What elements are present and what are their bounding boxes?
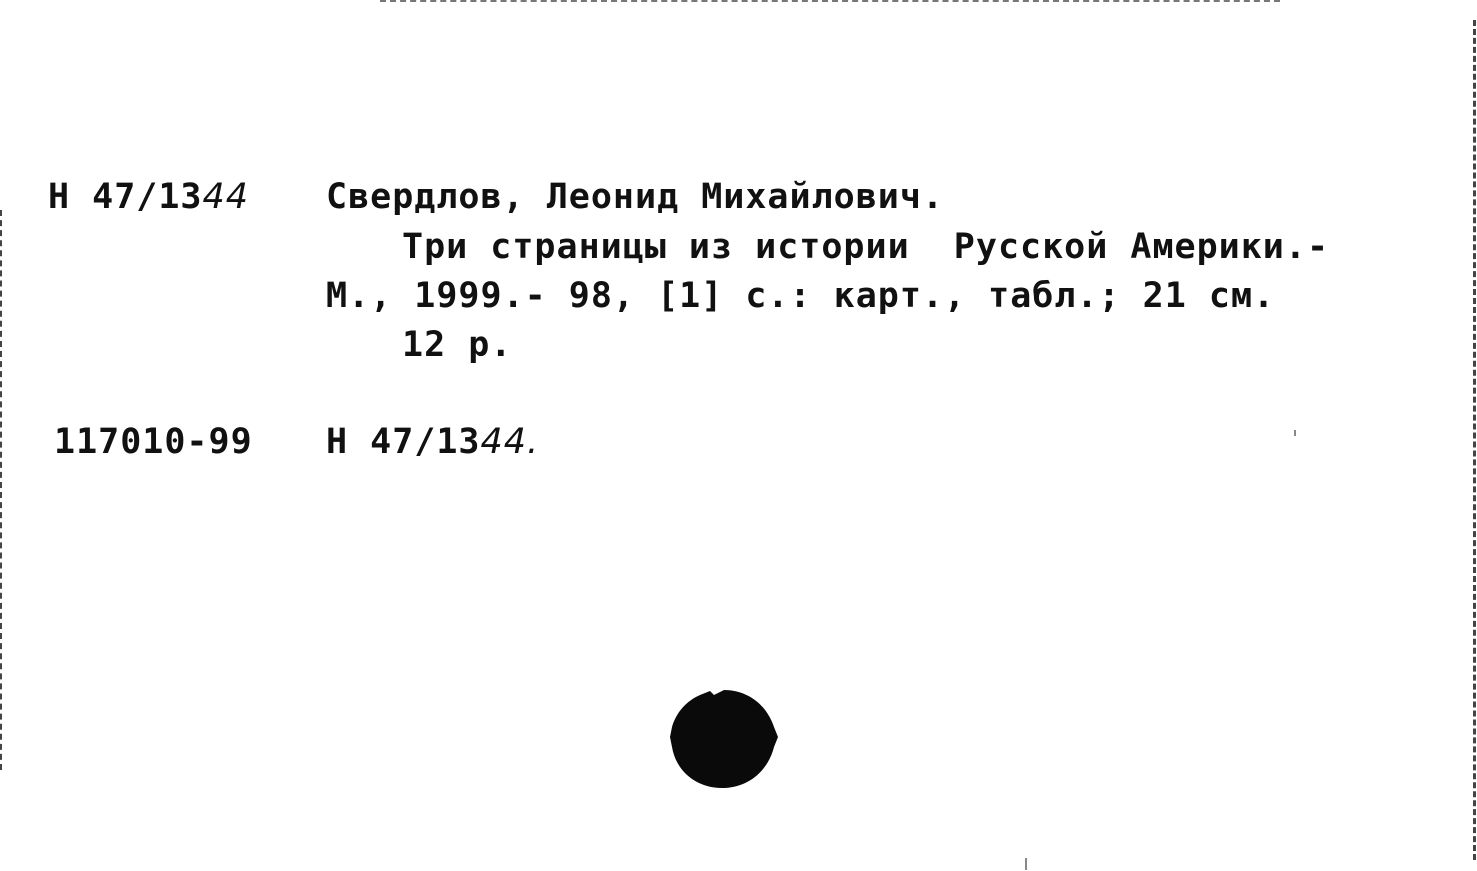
accession-number: 117010-99 [54,422,253,462]
scan-speck [1025,858,1027,870]
shelf-mark-handwritten: 44. [480,422,540,462]
card-top-edge [380,0,1280,2]
imprint-collation: М., 1999.- 98, [1] с.: карт., табл.; 21 см. [326,276,1276,316]
title-statement: Три страницы из истории Русской Америки.- [402,227,1330,267]
punch-hole [670,689,778,789]
price: 12 р. [402,325,513,365]
shelf-mark [326,422,540,462]
shelf-mark-typed: Н 47/13 [326,422,481,462]
author-heading: Свердлов, Леонид Михайлович. [326,177,945,217]
scan-speck [1294,430,1296,436]
card-left-edge [0,210,2,770]
call-number [48,177,250,217]
call-number-handwritten: 44 [202,177,250,217]
call-number-typed: Н 47/13 [48,177,203,217]
card-right-edge [1473,20,1476,860]
